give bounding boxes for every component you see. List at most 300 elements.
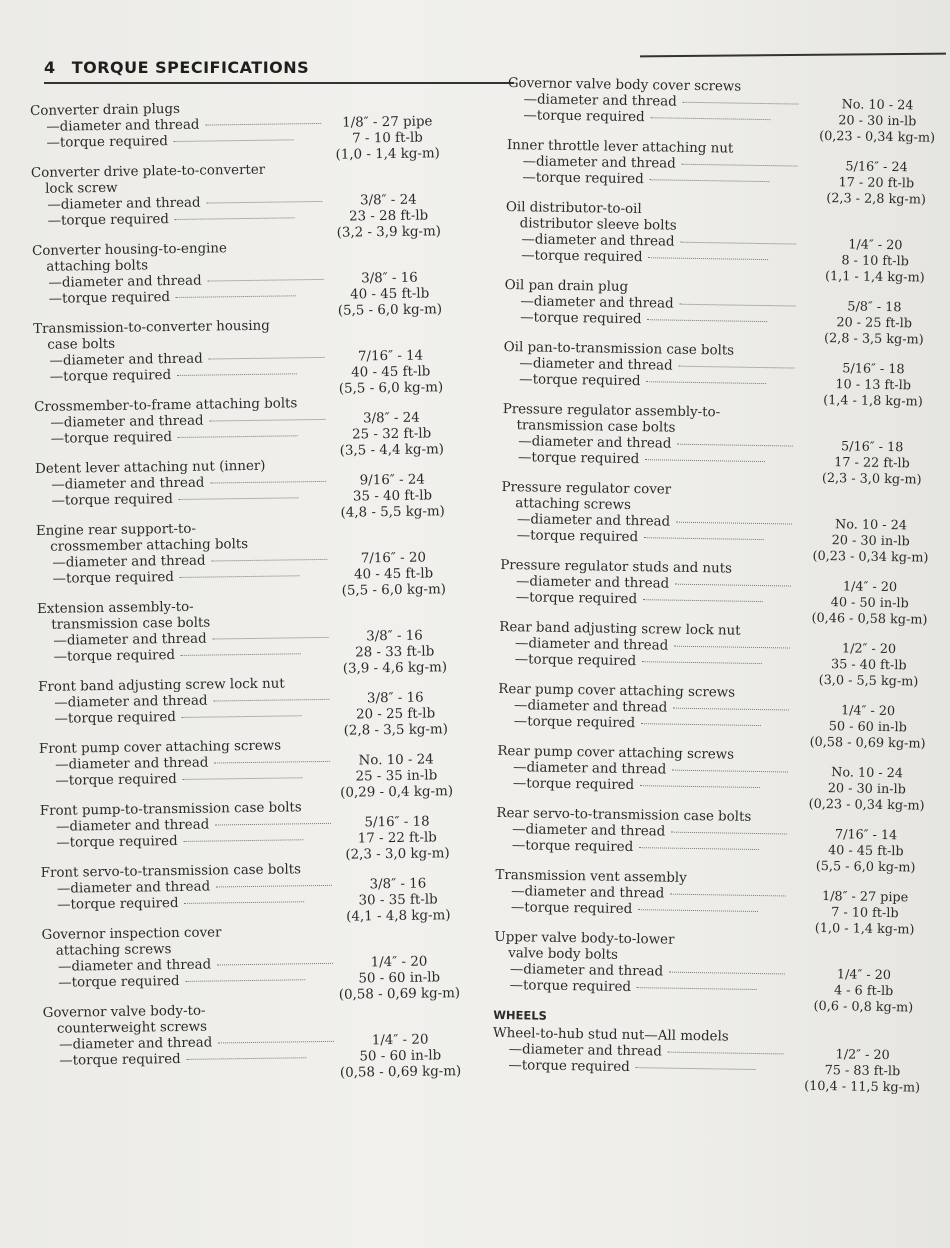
dot-leader bbox=[677, 444, 793, 447]
dot-leader bbox=[180, 575, 300, 578]
thread-value: No. 10 - 24 bbox=[841, 97, 914, 114]
thread-value: 7/16″ - 14 bbox=[357, 348, 424, 365]
dot-leader bbox=[680, 304, 796, 307]
metric-value: (3,5 - 4,4 kg-m) bbox=[339, 442, 445, 459]
torque-label-row bbox=[502, 450, 793, 471]
spec-values bbox=[810, 517, 931, 567]
thread-value: 1/8″ - 27 pipe bbox=[342, 114, 433, 131]
thread-value: 1/4″ - 20 bbox=[370, 954, 428, 971]
torque-label-row bbox=[37, 568, 328, 588]
diameter-label: —diameter and thread bbox=[46, 117, 200, 135]
dot-leader bbox=[174, 139, 294, 142]
spec-values bbox=[809, 579, 930, 629]
thread-value: 1/4″ - 20 bbox=[836, 967, 892, 984]
torque-label-row bbox=[40, 832, 331, 852]
spec-title: Rear pump cover attaching screws bbox=[497, 743, 735, 763]
spec-values bbox=[329, 628, 460, 678]
torque-label-row bbox=[495, 900, 786, 921]
dot-leader bbox=[675, 584, 791, 587]
dot-leader bbox=[212, 559, 328, 562]
torque-value: 8 - 10 ft-lb bbox=[841, 253, 909, 270]
torque-label-row bbox=[35, 490, 326, 510]
metric-value: (0,23 - 0,34 kg-m) bbox=[812, 548, 929, 566]
diameter-label: —diameter and thread bbox=[520, 294, 674, 312]
dot-leader bbox=[208, 279, 324, 282]
header-rule bbox=[44, 82, 514, 84]
thread-value: 3/8″ - 16 bbox=[369, 876, 427, 893]
spec-title: Rear pump cover attaching screws bbox=[498, 681, 736, 701]
diameter-label: —diameter and thread bbox=[518, 434, 672, 452]
thread-value: 1/2″ - 20 bbox=[835, 1047, 890, 1064]
spec-values bbox=[331, 752, 462, 802]
diameter-label: —diameter and thread bbox=[512, 822, 666, 840]
metric-value: (2,8 - 3,5 kg-m) bbox=[343, 722, 449, 739]
torque-label: —torque required bbox=[57, 896, 179, 913]
dot-leader bbox=[683, 102, 799, 105]
dot-leader bbox=[681, 242, 797, 245]
torque-label-row bbox=[506, 170, 797, 191]
spec-entry bbox=[31, 238, 463, 319]
diameter-label: —diameter and thread bbox=[519, 356, 673, 374]
spec-entry bbox=[39, 798, 471, 863]
metric-value: (1,0 - 1,4 kg-m) bbox=[335, 146, 440, 163]
spec-entry bbox=[35, 518, 467, 599]
torque-label: —torque required bbox=[55, 772, 177, 789]
thread-value: 5/16″ - 18 bbox=[364, 814, 430, 831]
dot-leader bbox=[175, 217, 295, 220]
page-header bbox=[44, 58, 309, 77]
thread-value: No. 10 - 24 bbox=[834, 517, 908, 534]
spec-values bbox=[324, 270, 455, 320]
diameter-label: —diameter and thread bbox=[55, 817, 210, 835]
metric-value: (1,1 - 1,4 kg-m) bbox=[824, 269, 925, 286]
torque-label: —torque required bbox=[521, 248, 643, 266]
dot-leader bbox=[187, 1057, 307, 1060]
thread-value: 1/2″ - 20 bbox=[841, 641, 897, 658]
torque-label-row bbox=[43, 1050, 334, 1070]
torque-value: 40 - 45 ft-lb bbox=[351, 364, 431, 381]
torque-label-row bbox=[503, 372, 794, 393]
torque-label-row bbox=[32, 210, 323, 230]
metric-value: (3,2 - 3,9 kg-m) bbox=[336, 224, 442, 241]
spec-title: transmission case bolts bbox=[516, 418, 676, 436]
dot-leader bbox=[651, 117, 771, 120]
torque-label: —torque required bbox=[517, 450, 640, 468]
thread-value: 3/8″ - 24 bbox=[362, 410, 420, 427]
spec-entry bbox=[41, 922, 473, 1003]
spec-title: Pressure regulator cover bbox=[501, 479, 672, 498]
torque-label-row bbox=[41, 894, 332, 914]
dot-leader bbox=[670, 894, 786, 897]
torque-label-row bbox=[30, 132, 321, 152]
header-rule-right bbox=[640, 53, 946, 58]
spec-values bbox=[335, 1032, 466, 1082]
metric-value: (2,3 - 3,0 kg-m) bbox=[821, 470, 922, 488]
dot-leader bbox=[176, 295, 296, 298]
torque-label: —torque required bbox=[56, 834, 178, 851]
spec-entry bbox=[38, 674, 469, 739]
torque-value: 17 - 22 ft-lb bbox=[357, 830, 437, 847]
spec-values bbox=[803, 967, 924, 1017]
diameter-label: —diameter and thread bbox=[508, 1042, 662, 1060]
torque-label: —torque required bbox=[58, 973, 180, 991]
torque-label: —torque required bbox=[54, 710, 177, 727]
right-column bbox=[492, 76, 948, 1095]
torque-label: —torque required bbox=[47, 212, 170, 229]
torque-value: 35 - 40 ft-lb bbox=[352, 488, 433, 505]
diameter-label: —diameter and thread bbox=[516, 512, 671, 530]
thread-value: 3/8″ - 16 bbox=[366, 628, 423, 645]
diameter-label: —diameter and thread bbox=[522, 154, 676, 172]
spec-values bbox=[326, 410, 457, 460]
page-title: TORQUE SPECIFICATIONS bbox=[71, 58, 310, 77]
torque-label: —torque required bbox=[513, 714, 636, 732]
spec-values bbox=[328, 550, 459, 600]
thread-value: 3/8″ - 16 bbox=[361, 270, 418, 287]
torque-value: 20 - 25 ft-lb bbox=[355, 706, 436, 723]
thread-value: 5/16″ - 18 bbox=[840, 439, 904, 456]
dot-leader bbox=[682, 164, 798, 167]
spec-title: Detent lever attaching nut (inner) bbox=[34, 458, 266, 477]
spec-title: Converter drive plate-to-converter bbox=[30, 162, 266, 181]
thread-value: 1/4″ - 20 bbox=[848, 237, 903, 254]
spec-entry bbox=[33, 316, 464, 397]
torque-label: —torque required bbox=[48, 290, 171, 307]
metric-value: (0,6 - 0,8 kg-m) bbox=[813, 998, 914, 1016]
dot-leader bbox=[177, 373, 297, 376]
torque-label: —torque required bbox=[509, 978, 632, 996]
torque-value: 23 - 28 ft-lb bbox=[348, 208, 429, 225]
metric-value: (2,3 - 2,8 kg-m) bbox=[826, 191, 927, 208]
spec-entry bbox=[42, 1000, 474, 1081]
dot-leader bbox=[645, 459, 765, 462]
spec-title: Inner throttle lever attaching nut bbox=[506, 137, 734, 157]
spec-entry bbox=[34, 456, 466, 521]
spec-title: Governor valve body-to- bbox=[42, 1003, 206, 1021]
dot-leader bbox=[674, 646, 790, 649]
spec-title: Transmission vent assembly bbox=[495, 867, 687, 886]
diameter-label: —diameter and thread bbox=[47, 195, 201, 213]
metric-value: (0,58 - 0,69 kg-m) bbox=[809, 734, 926, 752]
diameter-label: —diameter and thread bbox=[59, 1035, 213, 1053]
torque-label-row bbox=[494, 978, 785, 999]
torque-label-row bbox=[499, 652, 790, 673]
spec-values bbox=[332, 814, 463, 864]
dot-leader bbox=[650, 179, 770, 182]
metric-value: (0,29 - 0,4 kg-m) bbox=[340, 784, 454, 801]
diameter-label: —diameter and thread bbox=[513, 760, 667, 778]
torque-label-row bbox=[39, 770, 330, 790]
torque-label: —torque required bbox=[523, 108, 645, 126]
torque-label-row bbox=[33, 288, 324, 308]
metric-value: (5,5 - 6,0 kg-m) bbox=[341, 582, 447, 599]
dot-leader bbox=[205, 123, 321, 126]
dot-leader bbox=[213, 637, 329, 640]
metric-value: (2,8 - 3,5 kg-m) bbox=[823, 330, 924, 348]
spec-title: Rear servo-to-transmission case bolts bbox=[496, 805, 752, 825]
torque-label-row bbox=[504, 310, 795, 331]
thread-value: 7/16″ - 14 bbox=[834, 827, 898, 844]
thread-value: 9/16″ - 24 bbox=[359, 472, 425, 489]
metric-value: (5,5 - 6,0 kg-m) bbox=[338, 380, 444, 397]
dot-leader bbox=[676, 522, 792, 525]
section-heading-wheels: WHEELS bbox=[493, 1007, 547, 1023]
torque-label: —torque required bbox=[510, 900, 633, 918]
spec-values bbox=[333, 876, 464, 926]
spec-title: Front servo-to-transmission case bolts bbox=[40, 862, 302, 881]
torque-label: —torque required bbox=[512, 776, 635, 794]
spec-values bbox=[813, 361, 934, 411]
dot-leader bbox=[178, 435, 298, 438]
torque-label-row bbox=[501, 528, 792, 549]
torque-label: —torque required bbox=[52, 570, 175, 587]
torque-value: 20 - 30 in-lb bbox=[831, 533, 910, 550]
spec-title: distributor sleeve bolts bbox=[519, 216, 677, 234]
spec-entry bbox=[507, 76, 948, 146]
dot-leader bbox=[644, 537, 764, 540]
spec-entry bbox=[492, 1025, 933, 1096]
diameter-label: —diameter and thread bbox=[49, 351, 203, 369]
metric-value: (5,5 - 6,0 kg-m) bbox=[337, 302, 443, 319]
dot-leader bbox=[641, 723, 761, 726]
torque-label: —torque required bbox=[515, 590, 638, 608]
spec-title: counterweight screws bbox=[56, 1019, 208, 1037]
diameter-label: —diameter and thread bbox=[513, 698, 668, 716]
torque-label-row bbox=[35, 428, 326, 448]
thread-value: 7/16″ - 20 bbox=[360, 550, 427, 567]
spec-values bbox=[812, 439, 933, 489]
spec-title: Oil distributor-to-oil bbox=[505, 199, 642, 218]
metric-value: (10,4 - 11,5 kg-m) bbox=[804, 1078, 921, 1096]
torque-label-row bbox=[38, 708, 329, 728]
torque-value: 17 - 22 ft-lb bbox=[834, 455, 910, 472]
metric-value: (4,1 - 4,8 kg-m) bbox=[346, 908, 451, 925]
torque-value: 40 - 45 ft-lb bbox=[827, 843, 904, 860]
torque-label-row bbox=[492, 1058, 783, 1079]
dot-leader bbox=[184, 839, 304, 842]
dot-leader bbox=[636, 1067, 756, 1070]
torque-value: 75 - 83 ft-lb bbox=[824, 1063, 901, 1080]
dot-leader bbox=[638, 909, 758, 912]
diameter-label: —diameter and thread bbox=[523, 92, 677, 110]
spec-title: transmission case bolts bbox=[51, 615, 211, 633]
dot-leader bbox=[648, 257, 768, 260]
spec-title: Front band adjusting screw lock nut bbox=[38, 676, 285, 695]
spec-entry bbox=[40, 860, 472, 925]
spec-title: Crossmember-to-frame attaching bolts bbox=[34, 396, 298, 415]
thread-value: 5/16″ - 18 bbox=[842, 361, 905, 378]
spec-title: lock screw bbox=[45, 180, 118, 197]
dot-leader bbox=[179, 497, 299, 500]
spec-title: attaching screws bbox=[515, 496, 632, 513]
spec-values bbox=[814, 299, 935, 349]
dot-leader bbox=[215, 823, 331, 826]
torque-value: 20 - 25 ft-lb bbox=[836, 315, 913, 332]
diameter-label: —diameter and thread bbox=[48, 273, 202, 291]
spec-entry bbox=[38, 736, 470, 801]
dot-leader bbox=[184, 901, 304, 904]
spec-values bbox=[322, 114, 453, 164]
torque-label: —torque required bbox=[51, 492, 173, 509]
dot-leader bbox=[217, 963, 333, 966]
spec-title: Governor inspection cover bbox=[41, 925, 222, 943]
torque-value: 30 - 35 ft-lb bbox=[358, 892, 438, 909]
dot-leader bbox=[672, 770, 788, 773]
diameter-label: —diameter and thread bbox=[521, 232, 675, 250]
dot-leader bbox=[210, 419, 326, 422]
spec-title: Engine rear support-to- bbox=[35, 521, 197, 539]
torque-value: 40 - 50 in-lb bbox=[830, 595, 909, 612]
metric-value: (5,5 - 6,0 kg-m) bbox=[815, 858, 916, 876]
metric-value: (3,9 - 4,6 kg-m) bbox=[342, 660, 448, 677]
torque-value: 7 - 10 ft-lb bbox=[831, 905, 899, 922]
metric-value: (0,58 - 0,69 kg-m) bbox=[338, 986, 461, 1003]
spec-values bbox=[816, 159, 937, 209]
spec-title: Pressure regulator assembly-to- bbox=[502, 401, 721, 421]
torque-label: —torque required bbox=[49, 368, 172, 385]
spec-title: Wheel-to-hub stud nut—All models bbox=[492, 1025, 729, 1045]
spec-values bbox=[330, 690, 461, 740]
torque-label-row bbox=[42, 972, 333, 992]
torque-label-row bbox=[500, 590, 791, 611]
dot-leader bbox=[673, 708, 789, 711]
spec-title: Converter drain plugs bbox=[30, 101, 181, 119]
torque-label-row bbox=[34, 366, 325, 386]
torque-label-row bbox=[498, 714, 789, 735]
dot-leader bbox=[210, 481, 326, 484]
metric-value: (2,3 - 3,0 kg-m) bbox=[345, 846, 450, 863]
torque-value: 50 - 60 in-lb bbox=[359, 1048, 442, 1065]
spec-values bbox=[817, 97, 938, 147]
spec-title: Upper valve body-to-lower bbox=[494, 929, 675, 948]
left-column bbox=[30, 98, 474, 1084]
torque-label: —torque required bbox=[516, 528, 639, 546]
spec-title: case bolts bbox=[47, 336, 116, 353]
metric-value: (1,4 - 1,8 kg-m) bbox=[823, 392, 923, 410]
torque-label: —torque required bbox=[53, 648, 176, 665]
spec-values bbox=[802, 1047, 923, 1097]
thread-value: 1/4″ - 20 bbox=[371, 1032, 429, 1049]
spec-values bbox=[323, 192, 454, 242]
spec-values bbox=[808, 641, 929, 691]
dot-leader bbox=[183, 777, 303, 780]
torque-label: —torque required bbox=[514, 652, 637, 670]
torque-label: —torque required bbox=[59, 1051, 181, 1069]
diameter-label: —diameter and thread bbox=[51, 475, 205, 493]
torque-label: —torque required bbox=[520, 310, 642, 328]
torque-value: 28 - 33 ft-lb bbox=[355, 644, 435, 661]
thread-value: 3/8″ - 24 bbox=[359, 192, 417, 209]
torque-label: —torque required bbox=[50, 430, 173, 447]
spec-title: Converter housing-to-engine bbox=[31, 241, 228, 259]
dot-leader bbox=[181, 653, 301, 656]
dot-leader bbox=[643, 599, 763, 602]
diameter-label: —diameter and thread bbox=[50, 413, 204, 431]
spec-values bbox=[325, 348, 456, 398]
thread-value: 5/8″ - 18 bbox=[847, 299, 902, 316]
spec-entry bbox=[30, 98, 461, 163]
metric-value: (0,23 - 0,34 kg-m) bbox=[819, 128, 936, 146]
torque-label: —torque required bbox=[46, 134, 168, 151]
diameter-label: —diameter and thread bbox=[514, 636, 669, 654]
spec-values bbox=[327, 472, 458, 522]
torque-value: 20 - 30 in-lb bbox=[838, 113, 917, 130]
page-number: 4 bbox=[44, 58, 56, 77]
dot-leader bbox=[218, 1041, 334, 1044]
torque-value: 7 - 10 ft-lb bbox=[352, 130, 423, 147]
spec-values bbox=[805, 889, 926, 939]
thread-value: 5/16″ - 24 bbox=[845, 159, 908, 176]
dot-leader bbox=[216, 885, 332, 888]
spec-entry bbox=[30, 160, 462, 241]
torque-label: —torque required bbox=[511, 838, 634, 856]
spec-values bbox=[807, 703, 928, 753]
torque-value: 25 - 35 in-lb bbox=[355, 768, 438, 785]
torque-value: 40 - 45 ft-lb bbox=[353, 566, 434, 583]
spec-title: attaching bolts bbox=[46, 258, 149, 275]
spec-title: attaching screws bbox=[55, 942, 172, 959]
dot-leader bbox=[214, 761, 330, 764]
torque-value: 40 - 45 ft-lb bbox=[350, 286, 430, 303]
thread-value: 1/4″ - 20 bbox=[840, 703, 896, 720]
spec-title: Oil pan-to-transmission case bolts bbox=[503, 339, 735, 359]
dot-leader bbox=[642, 661, 762, 664]
torque-value: 50 - 60 in-lb bbox=[828, 719, 907, 736]
torque-label-row bbox=[497, 776, 788, 797]
diameter-label: —diameter and thread bbox=[52, 553, 206, 571]
torque-label-row bbox=[496, 838, 787, 859]
thread-value: 1/4″ - 20 bbox=[842, 579, 898, 596]
spec-values bbox=[806, 765, 927, 815]
spec-title: Extension assembly-to- bbox=[36, 599, 194, 617]
metric-value: (4,8 - 5,5 kg-m) bbox=[340, 504, 445, 521]
torque-value: 10 - 13 ft-lb bbox=[835, 377, 912, 394]
metric-value: (1,0 - 1,4 kg-m) bbox=[814, 920, 915, 938]
thread-value: No. 10 - 24 bbox=[831, 765, 904, 782]
spec-title: Oil pan drain plug bbox=[504, 277, 629, 295]
dot-leader bbox=[668, 1052, 784, 1055]
dot-leader bbox=[639, 847, 759, 850]
spec-values bbox=[815, 237, 936, 287]
dot-leader bbox=[207, 201, 323, 204]
dot-leader bbox=[671, 832, 787, 835]
diameter-label: —diameter and thread bbox=[57, 957, 212, 975]
thread-value: 3/8″ - 16 bbox=[366, 690, 424, 707]
dot-leader bbox=[679, 366, 795, 369]
metric-value: (3,0 - 5,5 kg-m) bbox=[818, 672, 919, 690]
torque-label: —torque required bbox=[522, 170, 644, 188]
torque-label-row bbox=[507, 108, 798, 129]
spec-title: valve body bolts bbox=[508, 946, 619, 963]
dot-leader bbox=[648, 319, 768, 322]
dot-leader bbox=[637, 987, 757, 990]
torque-label-row bbox=[505, 248, 796, 269]
spec-title: Transmission-to-converter housing bbox=[33, 318, 270, 337]
torque-value: 4 - 6 ft-lb bbox=[833, 983, 894, 1000]
thread-value: 1/8″ - 27 pipe bbox=[821, 889, 909, 906]
diameter-label: —diameter and thread bbox=[515, 574, 670, 592]
torque-value: 17 - 20 ft-lb bbox=[838, 175, 915, 192]
spec-title: Rear band adjusting screw lock nut bbox=[499, 619, 741, 639]
dot-leader bbox=[182, 715, 302, 718]
dot-leader bbox=[647, 381, 767, 384]
torque-value: 25 - 32 ft-lb bbox=[352, 426, 432, 443]
thread-value: No. 10 - 24 bbox=[358, 752, 434, 769]
diameter-label: —diameter and thread bbox=[55, 755, 209, 773]
dot-leader bbox=[640, 785, 760, 788]
diameter-label: —diameter and thread bbox=[56, 879, 211, 897]
dot-leader bbox=[209, 357, 325, 360]
